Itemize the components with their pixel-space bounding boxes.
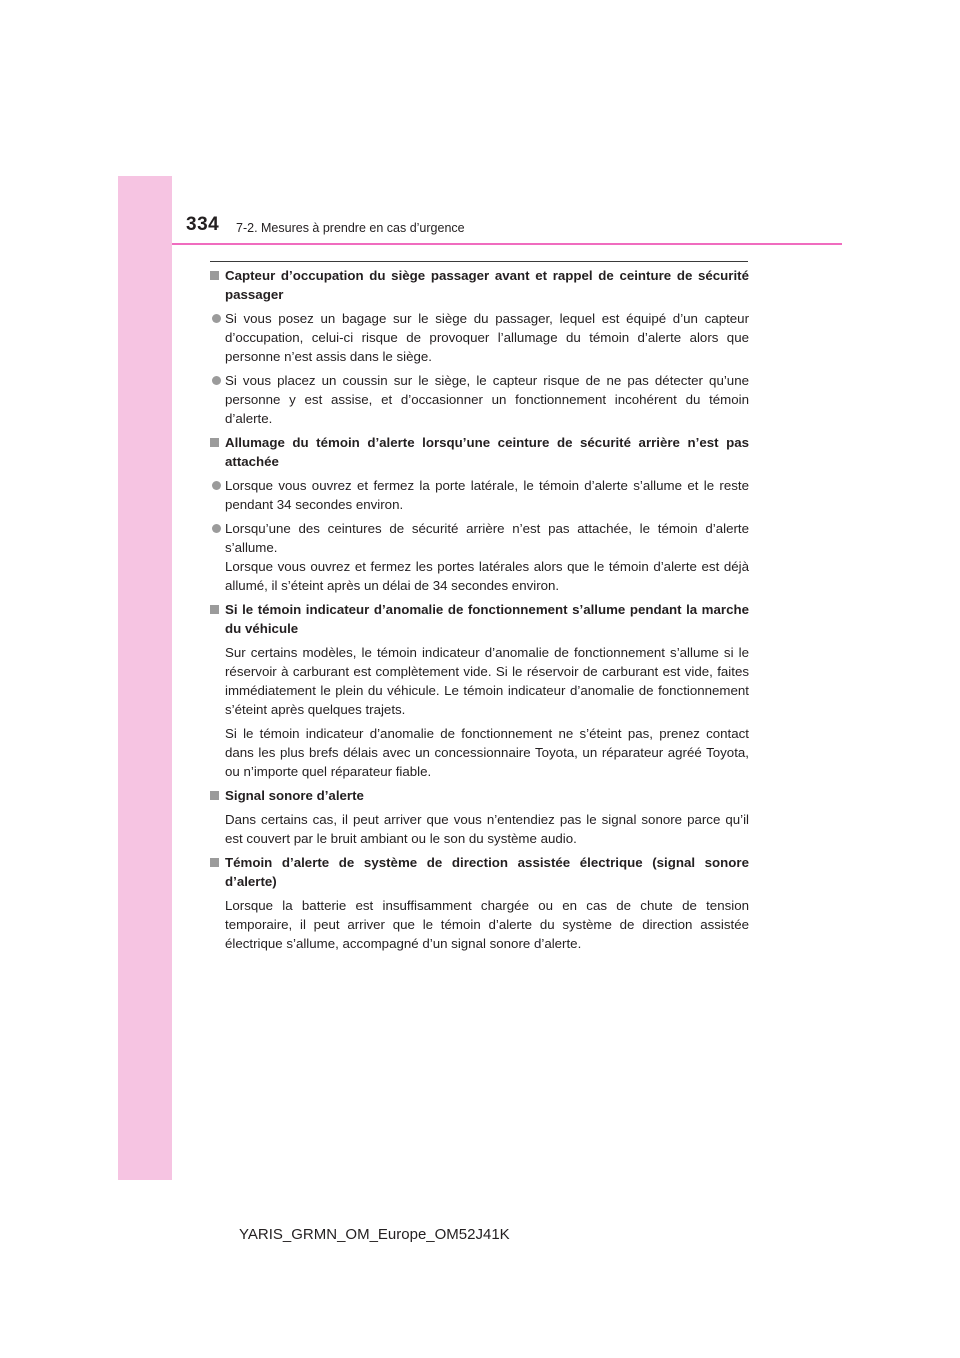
list-item: Lorsqu’une des ceintures de sécurité arrière n’est pas attachée, le témoin d’alerte s’allume. Lorsque vous ouvrez et fermez les portes latérales alors que le témoin d’alerte est déjà allumé, il s’éteint après un délai de 34 secondes environ. <box>210 519 749 595</box>
page-content <box>210 266 749 958</box>
page-number: 334 <box>186 214 220 235</box>
square-bullet-icon <box>210 858 219 867</box>
list-item: Si vous placez un coussin sur le siège, le capteur risque de ne pas détecter qu’une personne y est assise, et d’occasionner un fonctionnement incohérent du témoin d’alerte. <box>210 371 749 428</box>
section-heading: Signal sonore d’alerte <box>210 786 749 805</box>
paragraph: Sur certains modèles, le témoin indicateur d’anomalie de fonctionnement s’allume si le réservoir à carburant est complètement vide. Si le réservoir de carburant est vide, faites immédiatement le plein du véhicule. Le témoin indicateur d’anomalie de fonctionnement s’éteint après quelques trajets. <box>225 645 749 717</box>
section-divider <box>210 261 748 262</box>
paragraph: Lorsque la batterie est insuffisamment chargée ou en cas de chute de tension temporaire, il peut arriver que le témoin d’alerte du système de direction assistée électrique s’allume, accompagné d’un signal sonore d’alerte. <box>225 898 749 951</box>
circle-bullet-icon <box>212 376 221 385</box>
paragraph: Si le témoin indicateur d’anomalie de fonctionnement ne s’éteint pas, prenez contact dans les plus brefs délais avec un concessionnaire Toyota, un réparateur agréé Toyota, ou n’importe quel réparateur fiable. <box>225 726 749 779</box>
section-heading: Si le témoin indicateur d’anomalie de fonctionnement s’allume pendant la marche du véhicule <box>210 600 749 638</box>
side-color-band <box>118 176 172 1180</box>
circle-bullet-icon <box>212 314 221 323</box>
circle-bullet-icon <box>212 481 221 490</box>
header-rule <box>172 243 842 245</box>
list-item: Si vous posez un bagage sur le siège du passager, lequel est équipé d’un capteur d’occupation, celui-ci risque de provoquer l’allumage du témoin d’alerte alors que personne n’est assis dans le siège. <box>210 309 749 366</box>
section-heading: Allumage du témoin d’alerte lorsqu’une ceinture de sécurité arrière n’est pas attachée <box>210 433 749 471</box>
section-heading: Témoin d’alerte de système de direction assistée électrique (signal sonore d’alerte) <box>210 853 749 891</box>
square-bullet-icon <box>210 605 219 614</box>
document-code: YARIS_GRMN_OM_Europe_OM52J41K <box>239 1226 510 1243</box>
square-bullet-icon <box>210 791 219 800</box>
bullet-continuation: Lorsque vous ouvrez et fermez les portes latérales alors que le témoin d’alerte est déjà allumé, il s’éteint après un délai de 34 secondes environ. <box>225 559 749 593</box>
section-heading: Capteur d’occupation du siège passager avant et rappel de ceinture de sécurité passager <box>210 266 749 304</box>
square-bullet-icon <box>210 271 219 280</box>
circle-bullet-icon <box>212 524 221 533</box>
list-item: Lorsque vous ouvrez et fermez la porte latérale, le témoin d’alerte s’allume et le reste pendant 34 secondes environ. <box>210 476 749 514</box>
chapter-title: 7-2. Mesures à prendre en cas d’urgence <box>236 221 465 235</box>
paragraph: Dans certains cas, il peut arriver que vous n’entendiez pas le signal sonore parce qu’il est couvert par le bruit ambiant ou le son du système audio. <box>225 812 749 846</box>
square-bullet-icon <box>210 438 219 447</box>
